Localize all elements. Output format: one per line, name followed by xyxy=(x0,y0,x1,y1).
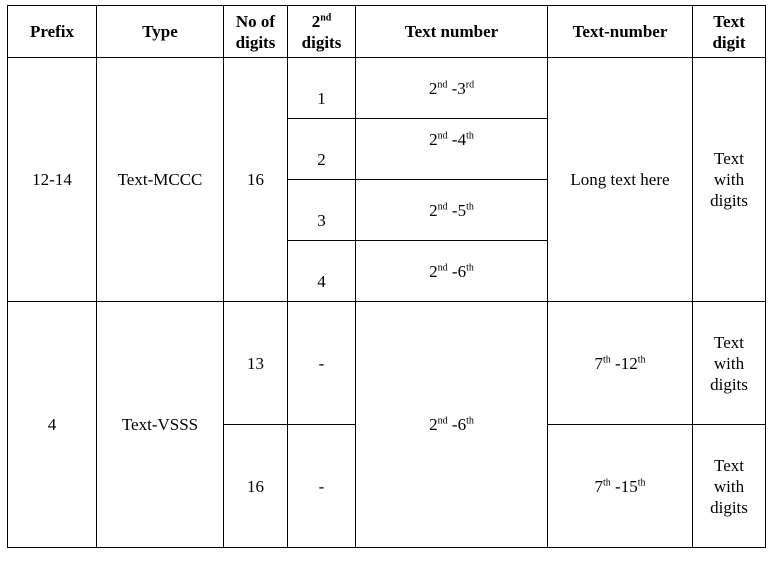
header-text-digit: Text digit xyxy=(693,6,766,58)
header-row xyxy=(8,6,766,58)
table-row xyxy=(8,302,766,425)
text-number-cell: 2nd -3rd xyxy=(356,58,548,119)
type-cell: Text-MCCC xyxy=(97,58,224,302)
digits-cell: 16 xyxy=(224,425,288,548)
text-number-hyphen-cell: 7th -12th xyxy=(548,302,693,425)
second-digit-cell: 1 xyxy=(288,58,356,119)
text-digit-cell: Text with digits xyxy=(693,425,766,548)
table-row xyxy=(8,58,766,119)
text-number-hyphen-cell: Long text here xyxy=(548,58,693,302)
prefix-cell: 4 xyxy=(8,302,97,548)
header-text-number-hyphen: Text-number xyxy=(548,6,693,58)
second-digit-cell: 4 xyxy=(288,241,356,302)
text-number-cell: 2nd -5th xyxy=(356,180,548,241)
text-number-cell: 2nd -4th xyxy=(356,119,548,180)
text-digit-cell: Text with digits xyxy=(693,58,766,302)
text-number-cell: 2nd -6th xyxy=(356,241,548,302)
header-prefix: Prefix xyxy=(8,6,97,58)
header-type: Type xyxy=(97,6,224,58)
text-number-cell: 2nd -6th xyxy=(356,302,548,548)
header-text-number: Text number xyxy=(356,6,548,58)
text-number-hyphen-cell: 7th -15th xyxy=(548,425,693,548)
second-digit-cell: - xyxy=(288,425,356,548)
digits-cell: 13 xyxy=(224,302,288,425)
type-cell: Text-VSSS xyxy=(97,302,224,548)
second-digit-cell: 3 xyxy=(288,180,356,241)
second-digit-cell: - xyxy=(288,302,356,425)
second-digit-cell: 2 xyxy=(288,119,356,180)
data-table xyxy=(7,5,766,548)
header-no-of-digits: No of digits xyxy=(224,6,288,58)
digits-cell: 16 xyxy=(224,58,288,302)
text-digit-cell: Text with digits xyxy=(693,302,766,425)
prefix-cell: 12-14 xyxy=(8,58,97,302)
header-second-digits: 2nd digits xyxy=(288,6,356,58)
